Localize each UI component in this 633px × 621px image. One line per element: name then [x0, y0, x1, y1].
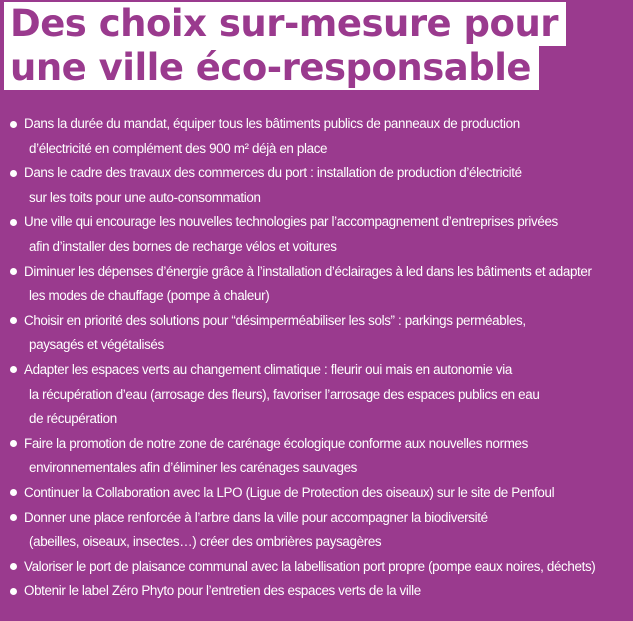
list-item-text: Une ville qui encourage les nouvelles technologies par l’accompagnement d’entreprises privées: [24, 214, 558, 230]
list-item-text: Obtenir le label Zéro Phyto pour l’entretien des espaces verts de la ville: [24, 583, 421, 599]
list-item: [10, 260, 628, 309]
list-item-text: Valoriser le port de plaisance communal avec la labellisation port propre (pompe eaux noires, déchets): [24, 558, 596, 574]
list-item: [10, 579, 628, 604]
list-item: [10, 432, 628, 481]
title-line-1: Des choix sur-mesure pour: [4, 2, 566, 46]
list-item-text: Dans la durée du mandat, équiper tous les bâtiments publics de panneaux de production: [24, 116, 520, 131]
bullet-dot-icon: [10, 563, 17, 570]
bullet-dot-icon: [10, 514, 17, 521]
list-item-text: Adapter les espaces verts au changement climatique : fleurir oui mais en autonomie via: [24, 361, 512, 377]
list-item: [10, 161, 628, 210]
list-item: [10, 358, 628, 432]
list-item-text: les modes de chauffage (pompe à chaleur): [29, 288, 270, 304]
list-item-text: d’électricité en complément des 900 m² déjà en place: [29, 140, 328, 156]
list-item-text: Donner une place renforcée à l’arbre dans la ville pour accompagner la biodiversité: [24, 509, 488, 525]
list-item: [10, 309, 628, 358]
list-item-text: afin d’installer des bornes de recharge vélos et voitures: [29, 238, 337, 254]
title-line-2: une ville éco-responsable: [4, 46, 539, 90]
list-item-text: de récupération: [29, 411, 117, 427]
bullet-dot-icon: [10, 440, 17, 447]
list-item-text: (abeilles, oiseaux, insectes…) créer des ombrières paysagères: [29, 534, 382, 550]
list-item: [10, 481, 628, 506]
page-title: [4, 2, 620, 90]
bullet-dot-icon: [10, 588, 17, 595]
list-item: [10, 210, 628, 259]
list-item-text: Diminuer les dépenses d’énergie grâce à l’installation d’éclairages à led dans les bâtiments et adapter: [24, 263, 592, 279]
bullet-dot-icon: [10, 219, 17, 226]
list-item: [10, 506, 628, 555]
list-item-text: Choisir en priorité des solutions pour “désimperméabiliser les sols” : parkings perméables,: [24, 312, 526, 328]
list-item: [10, 112, 628, 161]
list-item-text: Faire la promotion de notre zone de carénage écologique conforme aux nouvelles normes: [24, 435, 528, 451]
bullet-dot-icon: [10, 489, 17, 496]
bullet-dot-icon: [10, 366, 17, 373]
list-item-text: environnementales afin d’éliminer les carénages sauvages: [29, 460, 358, 476]
bullet-dot-icon: [10, 268, 17, 275]
list-item-text: sur les toits pour une auto-consommation: [29, 189, 261, 205]
list-item-text: Dans le cadre des travaux des commerces du port : installation de production d’électricité: [24, 165, 522, 181]
bullet-list: [10, 112, 628, 604]
list-item-text: Continuer la Collaboration avec la LPO (Ligue de Protection des oiseaux) sur le site de Penfoul: [24, 484, 555, 500]
list-item-text: paysagés et végétalisés: [29, 337, 164, 353]
list-item-text: la récupération d’eau (arrosage des fleurs), favoriser l’arrosage des espaces publics en eau: [29, 386, 540, 402]
list-item: [10, 555, 628, 580]
bullet-dot-icon: [10, 170, 17, 177]
bullet-dot-icon: [10, 317, 17, 324]
bullet-dot-icon: [10, 121, 17, 128]
